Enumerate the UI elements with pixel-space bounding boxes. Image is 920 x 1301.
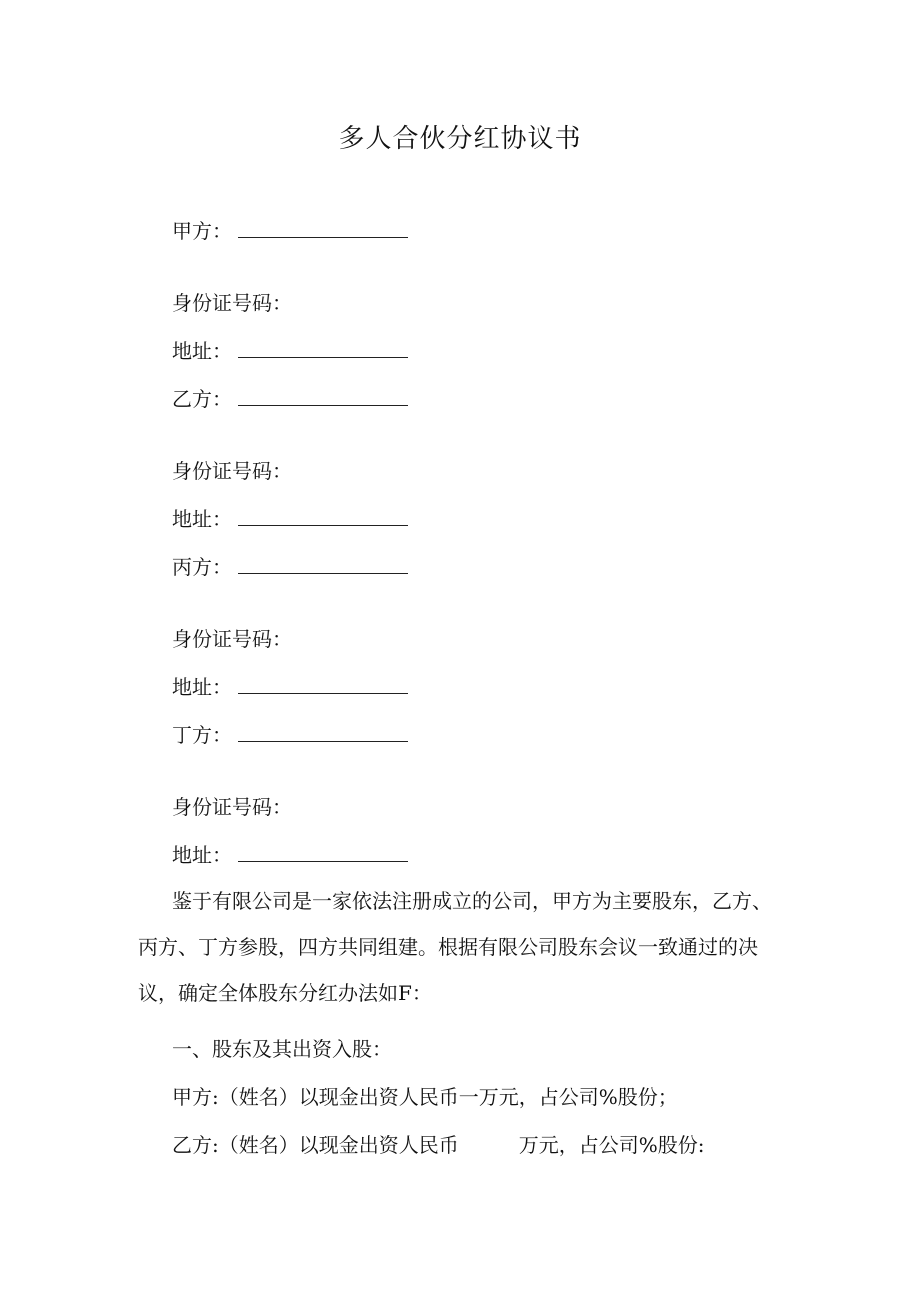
party-c-id-label: 身份证号码： [172, 627, 292, 651]
party-d-address-blank [238, 845, 408, 862]
party-b-label: 乙方： [172, 387, 232, 411]
share-line-b [172, 1132, 705, 1158]
share-line-b-part1: 乙方:（姓名）以现金出资人民币 [172, 1133, 459, 1157]
party-b-address-line [172, 506, 408, 532]
party-b-address-label: 地址： [172, 507, 232, 531]
party-a-id-label: 身份证号码： [172, 291, 292, 315]
party-c-address-line [172, 674, 408, 700]
party-c-id-line [172, 626, 292, 652]
party-a-address-label: 地址： [172, 339, 232, 363]
party-b-line [172, 386, 408, 412]
party-c-blank [238, 557, 408, 574]
party-a-blank [238, 221, 408, 238]
document-title: 多人合伙分红协议书 [338, 124, 582, 154]
share-line-a: 甲方:（姓名）以现金出资人民币一万元，占公司%股份； [172, 1085, 678, 1109]
share-line-b-part2: 万元，占公司%股份: [518, 1133, 705, 1157]
party-a-address-blank [238, 341, 408, 358]
intro-paragraph: 鉴于有限公司是一家依法注册成立的公司，甲方为主要股东，乙方、丙方、丁方参股，四方共同组建。根据有限公司股东会议一致通过的决议，确定全体股东分红办法如F： [138, 889, 772, 1005]
party-d-label: 丁方： [172, 723, 232, 747]
party-a-label: 甲方： [172, 219, 232, 243]
party-d-line [172, 722, 408, 748]
section-1-heading: 一、股东及其出资入股： [172, 1037, 392, 1061]
party-c-address-label: 地址： [172, 675, 232, 699]
party-b-id-line [172, 458, 292, 484]
party-b-address-blank [238, 509, 408, 526]
party-d-id-label: 身份证号码： [172, 795, 292, 819]
party-c-address-blank [238, 677, 408, 694]
party-c-line [172, 554, 408, 580]
party-d-id-line [172, 794, 292, 820]
party-b-id-label: 身份证号码： [172, 459, 292, 483]
party-b-blank [238, 389, 408, 406]
party-a-address-line [172, 338, 408, 364]
party-c-label: 丙方： [172, 555, 232, 579]
party-a-id-line [172, 290, 292, 316]
party-d-address-label: 地址： [172, 843, 232, 867]
party-d-address-line [172, 842, 408, 868]
party-d-blank [238, 725, 408, 742]
party-a-line [172, 218, 408, 244]
